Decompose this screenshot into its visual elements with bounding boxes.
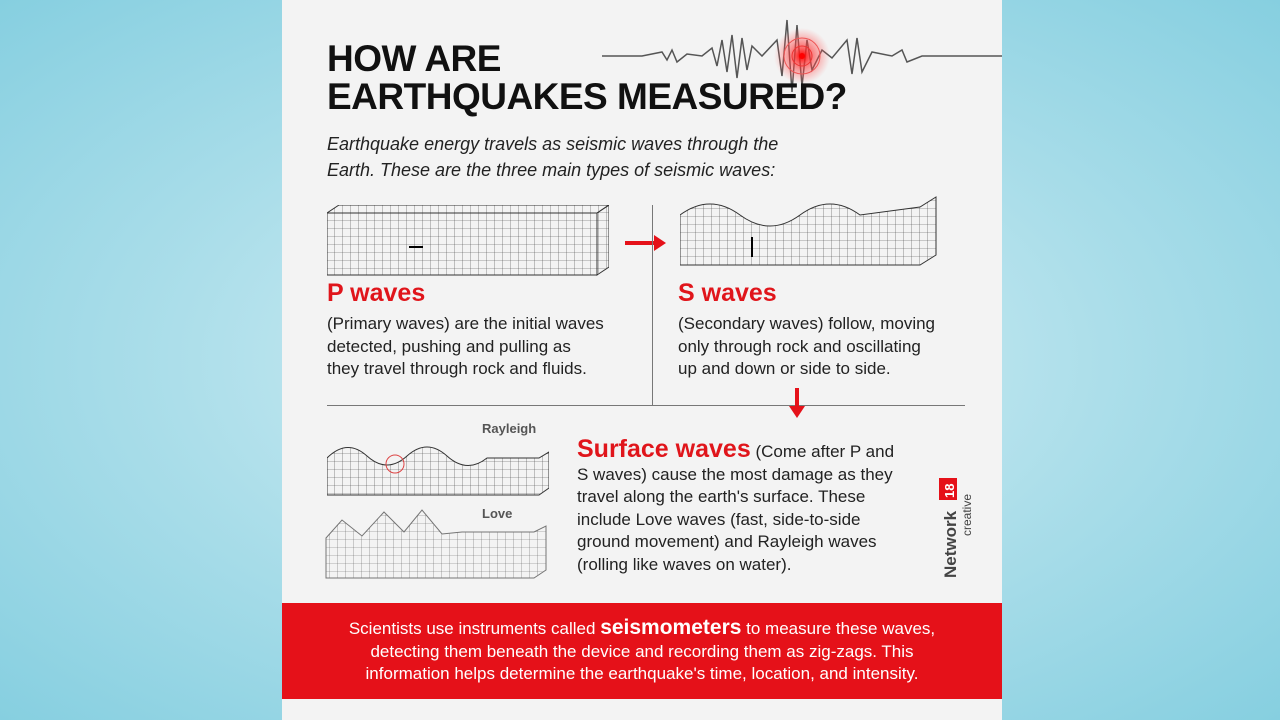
s-wave-diagram [680,193,940,277]
p-waves-text [327,313,604,381]
rayleigh-wave-diagram [327,438,549,498]
footer-banner [282,603,1002,699]
text-line: (Secondary waves) follow, moving [678,314,936,333]
vertical-divider [652,205,653,405]
infographic-card [282,0,1002,720]
subtitle-line: Earthquake energy travels as seismic waves through the [327,134,779,154]
footer-line [282,617,1002,641]
surface-waves-text [577,435,937,576]
text-line: they travel through rock and fluids. [327,359,587,378]
logo-brand: Network [941,510,960,578]
love-label: Love [482,506,513,521]
love-wave-diagram [322,508,547,580]
text-line: (Primary waves) are the initial waves [327,314,604,333]
arrow-down-icon [795,388,799,408]
footer-line: detecting them beneath the device and recording them as zig-zags. This [370,641,914,661]
subtitle-line: Earth. These are the three main types of seismic waves: [327,160,776,180]
arrow-head [789,406,805,418]
horizontal-divider [327,405,965,406]
title-line: EARTHQUAKES MEASURED? [327,76,847,117]
text-line: (rolling like waves on water). [577,554,792,574]
page-title [327,40,847,116]
arrow-right-icon [625,241,655,245]
network18-logo [938,478,978,578]
s-waves-text [678,313,935,381]
text-line [577,435,937,464]
p-waves-heading: P waves [327,279,426,307]
text-span: (Come after P and [750,442,895,461]
s-waves-heading: S waves [678,279,777,307]
seismometers-term: seismometers [600,616,742,639]
text-line: ground movement) and Rayleigh waves [577,532,877,551]
subtitle [327,131,778,183]
logo-number: 18 [942,483,957,498]
surface-waves-heading: Surface waves [577,435,751,463]
text-line: S waves) cause the most damage as they [577,464,893,484]
text-line: only through rock and oscillating [678,336,921,356]
logo-sub: creative [960,493,974,536]
text-line: up and down or side to side. [678,359,891,378]
footer-line: information helps determine the earthquake's time, location, and intensity. [365,664,919,683]
rayleigh-label: Rayleigh [482,421,537,436]
text-line: include Love waves (fast, side-to-side [577,509,861,529]
p-wave-diagram [327,205,609,277]
title-line: HOW ARE [327,38,501,79]
arrow-head [654,235,666,251]
text-line: travel along the earth's surface. These [577,487,866,506]
text-line: detected, pushing and pulling as [327,336,571,356]
text-span: to measure these waves, [741,619,936,638]
text-span: Scientists use instruments called [348,619,601,638]
